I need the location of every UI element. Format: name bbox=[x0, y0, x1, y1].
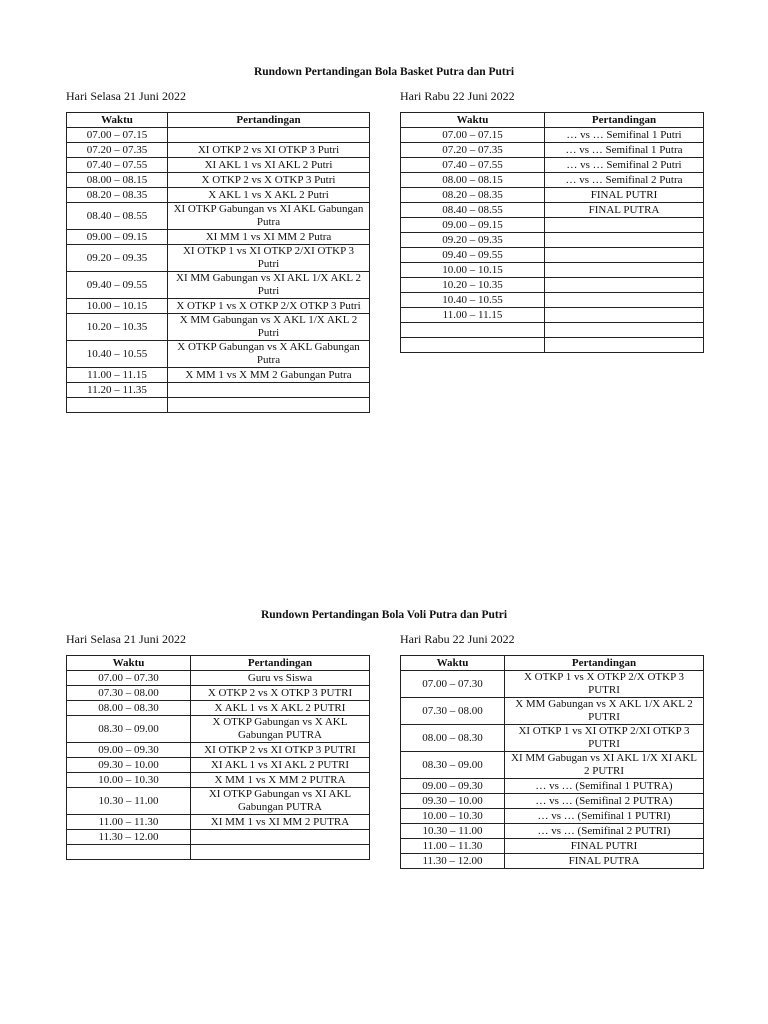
time-cell: 10.00 – 10.30 bbox=[67, 773, 191, 788]
match-cell: X OTKP 1 vs X OTKP 2/X OTKP 3 PUTRI bbox=[505, 671, 704, 698]
table-row bbox=[401, 779, 704, 794]
table-row bbox=[401, 308, 704, 323]
time-cell: 11.30 – 12.00 bbox=[401, 854, 505, 869]
table-row bbox=[67, 671, 370, 686]
time-cell: 11.20 – 11.35 bbox=[67, 383, 168, 398]
header-waktu: Waktu bbox=[401, 656, 505, 671]
table-row bbox=[401, 263, 704, 278]
match-cell: XI MM 1 vs XI MM 2 Putra bbox=[168, 230, 370, 245]
match-cell: FINAL PUTRI bbox=[545, 188, 704, 203]
time-cell: 09.20 – 09.35 bbox=[401, 233, 545, 248]
time-cell: 07.00 – 07.30 bbox=[67, 671, 191, 686]
match-cell bbox=[545, 323, 704, 338]
header-pertandingan: Pertandingan bbox=[168, 113, 370, 128]
time-cell: 08.00 – 08.30 bbox=[67, 701, 191, 716]
match-cell: XI MM Gabungan vs XI AKL 1/X AKL 2 Putri bbox=[168, 272, 370, 299]
match-cell: X MM 1 vs X MM 2 PUTRA bbox=[191, 773, 370, 788]
time-cell: 09.00 – 09.30 bbox=[401, 779, 505, 794]
table-row bbox=[401, 698, 704, 725]
match-cell bbox=[545, 338, 704, 353]
table-row bbox=[401, 293, 704, 308]
time-cell: 07.00 – 07.15 bbox=[401, 128, 545, 143]
match-cell bbox=[191, 845, 370, 860]
match-cell: XI OTKP Gabungan vs XI AKL Gabungan Putra bbox=[168, 203, 370, 230]
time-cell: 09.30 – 10.00 bbox=[67, 758, 191, 773]
time-cell: 08.20 – 08.35 bbox=[67, 188, 168, 203]
time-cell: 10.20 – 10.35 bbox=[401, 278, 545, 293]
time-cell bbox=[401, 338, 545, 353]
table-row bbox=[401, 725, 704, 752]
match-cell: … vs … (Semifinal 1 PUTRI) bbox=[505, 809, 704, 824]
basket-schedule-table-rabu bbox=[400, 112, 704, 353]
time-cell: 09.00 – 09.15 bbox=[401, 218, 545, 233]
match-cell bbox=[545, 218, 704, 233]
header-pertandingan: Pertandingan bbox=[191, 656, 370, 671]
match-cell: X AKL 1 vs X AKL 2 Putri bbox=[168, 188, 370, 203]
time-cell: 09.00 – 09.30 bbox=[67, 743, 191, 758]
table-row bbox=[401, 752, 704, 779]
match-cell bbox=[545, 263, 704, 278]
header-waktu: Waktu bbox=[67, 656, 191, 671]
match-cell bbox=[545, 308, 704, 323]
time-cell: 08.00 – 08.30 bbox=[401, 725, 505, 752]
table-row bbox=[401, 323, 704, 338]
time-cell: 10.00 – 10.30 bbox=[401, 809, 505, 824]
table-row bbox=[401, 203, 704, 218]
match-cell bbox=[545, 278, 704, 293]
table-row bbox=[401, 338, 704, 353]
table-row bbox=[401, 128, 704, 143]
match-cell bbox=[545, 293, 704, 308]
time-cell: 10.00 – 10.15 bbox=[67, 299, 168, 314]
time-cell: 07.40 – 07.55 bbox=[67, 158, 168, 173]
match-cell: XI OTKP 2 vs XI OTKP 3 Putri bbox=[168, 143, 370, 158]
table-row bbox=[67, 788, 370, 815]
table-row bbox=[67, 143, 370, 158]
match-cell: X MM 1 vs X MM 2 Gabungan Putra bbox=[168, 368, 370, 383]
match-cell: … vs … Semifinal 1 Putra bbox=[545, 143, 704, 158]
table-row bbox=[401, 794, 704, 809]
table-row bbox=[67, 743, 370, 758]
time-cell: 10.00 – 10.15 bbox=[401, 263, 545, 278]
time-cell: 11.00 – 11.30 bbox=[401, 839, 505, 854]
table-row bbox=[67, 158, 370, 173]
header-waktu: Waktu bbox=[67, 113, 168, 128]
match-cell: … vs … Semifinal 2 Putri bbox=[545, 158, 704, 173]
match-cell bbox=[168, 128, 370, 143]
table-row bbox=[401, 278, 704, 293]
match-cell: X OTKP 2 vs X OTKP 3 PUTRI bbox=[191, 686, 370, 701]
match-cell bbox=[168, 398, 370, 413]
match-cell: … vs … Semifinal 1 Putri bbox=[545, 128, 704, 143]
time-cell: 08.20 – 08.35 bbox=[401, 188, 545, 203]
match-cell: X OTKP Gabungan vs X AKL Gabungan Putra bbox=[168, 341, 370, 368]
match-cell: … vs … (Semifinal 1 PUTRA) bbox=[505, 779, 704, 794]
time-cell: 08.30 – 09.00 bbox=[67, 716, 191, 743]
time-cell: 09.40 – 09.55 bbox=[67, 272, 168, 299]
time-cell: 07.30 – 08.00 bbox=[401, 698, 505, 725]
table-row bbox=[67, 383, 370, 398]
time-cell: 10.30 – 11.00 bbox=[401, 824, 505, 839]
table-row bbox=[67, 245, 370, 272]
table-row bbox=[401, 854, 704, 869]
voli-schedule-table-selasa bbox=[66, 655, 370, 860]
match-cell: X MM Gabungan vs X AKL 1/X AKL 2 Putri bbox=[168, 314, 370, 341]
table-row bbox=[67, 188, 370, 203]
time-cell: 07.00 – 07.30 bbox=[401, 671, 505, 698]
match-cell: … vs … (Semifinal 2 PUTRI) bbox=[505, 824, 704, 839]
match-cell bbox=[545, 248, 704, 263]
table-row bbox=[67, 173, 370, 188]
table-row bbox=[67, 815, 370, 830]
table-row bbox=[67, 368, 370, 383]
table-row bbox=[401, 233, 704, 248]
table-row bbox=[401, 248, 704, 263]
match-cell: XI AKL 1 vs XI AKL 2 Putri bbox=[168, 158, 370, 173]
table-row bbox=[67, 830, 370, 845]
header-waktu: Waktu bbox=[401, 113, 545, 128]
basket-title: Rundown Pertandingan Bola Basket Putra dan Putri bbox=[253, 66, 515, 78]
match-cell: XI MM 1 vs XI MM 2 PUTRA bbox=[191, 815, 370, 830]
time-cell: 10.20 – 10.35 bbox=[67, 314, 168, 341]
table-row bbox=[67, 773, 370, 788]
match-cell: X AKL 1 vs X AKL 2 PUTRI bbox=[191, 701, 370, 716]
match-cell: XI OTKP 1 vs XI OTKP 2/XI OTKP 3 PUTRI bbox=[505, 725, 704, 752]
match-cell: X MM Gabungan vs X AKL 1/X AKL 2 PUTRI bbox=[505, 698, 704, 725]
table-row bbox=[67, 701, 370, 716]
time-cell: 08.40 – 08.55 bbox=[67, 203, 168, 230]
table-row bbox=[401, 143, 704, 158]
voli-day-right: Hari Rabu 22 Juni 2022 bbox=[400, 632, 515, 646]
match-cell: XI OTKP Gabungan vs XI AKL Gabungan PUTRA bbox=[191, 788, 370, 815]
table-row bbox=[67, 758, 370, 773]
time-cell: 09.40 – 09.55 bbox=[401, 248, 545, 263]
table-row bbox=[67, 686, 370, 701]
table-row bbox=[401, 188, 704, 203]
time-cell: 07.20 – 07.35 bbox=[401, 143, 545, 158]
match-cell: X OTKP Gabungan vs X AKL Gabungan PUTRA bbox=[191, 716, 370, 743]
time-cell: 10.30 – 11.00 bbox=[67, 788, 191, 815]
table-row bbox=[67, 314, 370, 341]
time-cell: 07.00 – 07.15 bbox=[67, 128, 168, 143]
match-cell: FINAL PUTRA bbox=[505, 854, 704, 869]
time-cell: 10.40 – 10.55 bbox=[67, 341, 168, 368]
table-row bbox=[67, 341, 370, 368]
match-cell: XI OTKP 2 vs XI OTKP 3 PUTRI bbox=[191, 743, 370, 758]
basket-day-left: Hari Selasa 21 Juni 2022 bbox=[66, 89, 186, 103]
table-row bbox=[401, 809, 704, 824]
table-row bbox=[401, 824, 704, 839]
table-row bbox=[67, 128, 370, 143]
time-cell bbox=[401, 323, 545, 338]
time-cell: 09.20 – 09.35 bbox=[67, 245, 168, 272]
table-row bbox=[401, 218, 704, 233]
time-cell: 07.20 – 07.35 bbox=[67, 143, 168, 158]
table-row bbox=[67, 716, 370, 743]
time-cell: 09.00 – 09.15 bbox=[67, 230, 168, 245]
match-cell: X OTKP 2 vs X OTKP 3 Putri bbox=[168, 173, 370, 188]
match-cell bbox=[168, 383, 370, 398]
table-row bbox=[67, 230, 370, 245]
time-cell: 08.40 – 08.55 bbox=[401, 203, 545, 218]
match-cell: … vs … (Semifinal 2 PUTRA) bbox=[505, 794, 704, 809]
time-cell: 08.30 – 09.00 bbox=[401, 752, 505, 779]
table-row bbox=[67, 272, 370, 299]
match-cell: XI AKL 1 vs XI AKL 2 PUTRI bbox=[191, 758, 370, 773]
time-cell: 11.00 – 11.30 bbox=[67, 815, 191, 830]
time-cell bbox=[67, 845, 191, 860]
table-row bbox=[401, 173, 704, 188]
match-cell: FINAL PUTRA bbox=[545, 203, 704, 218]
header-pertandingan: Pertandingan bbox=[545, 113, 704, 128]
table-row bbox=[67, 203, 370, 230]
match-cell: XI OTKP 1 vs XI OTKP 2/XI OTKP 3 Putri bbox=[168, 245, 370, 272]
table-row bbox=[67, 845, 370, 860]
basket-schedule-table-selasa bbox=[66, 112, 370, 413]
time-cell: 08.00 – 08.15 bbox=[401, 173, 545, 188]
basket-day-right: Hari Rabu 22 Juni 2022 bbox=[400, 89, 515, 103]
time-cell: 11.00 – 11.15 bbox=[67, 368, 168, 383]
time-cell: 07.40 – 07.55 bbox=[401, 158, 545, 173]
time-cell: 07.30 – 08.00 bbox=[67, 686, 191, 701]
time-cell: 11.30 – 12.00 bbox=[67, 830, 191, 845]
voli-title: Rundown Pertandingan Bola Voli Putra dan Putri bbox=[260, 609, 508, 621]
time-cell bbox=[67, 398, 168, 413]
table-row bbox=[401, 839, 704, 854]
match-cell bbox=[191, 830, 370, 845]
header-pertandingan: Pertandingan bbox=[505, 656, 704, 671]
voli-day-left: Hari Selasa 21 Juni 2022 bbox=[66, 632, 186, 646]
time-cell: 11.00 – 11.15 bbox=[401, 308, 545, 323]
table-row bbox=[67, 299, 370, 314]
table-row bbox=[401, 671, 704, 698]
match-cell: FINAL PUTRI bbox=[505, 839, 704, 854]
match-cell: X OTKP 1 vs X OTKP 2/X OTKP 3 Putri bbox=[168, 299, 370, 314]
time-cell: 09.30 – 10.00 bbox=[401, 794, 505, 809]
match-cell: XI MM Gabugan vs XI AKL 1/X XI AKL 2 PUTRI bbox=[505, 752, 704, 779]
table-row bbox=[67, 398, 370, 413]
table-row bbox=[401, 158, 704, 173]
match-cell bbox=[545, 233, 704, 248]
voli-schedule-table-rabu bbox=[400, 655, 704, 869]
match-cell: Guru vs Siswa bbox=[191, 671, 370, 686]
match-cell: … vs … Semifinal 2 Putra bbox=[545, 173, 704, 188]
time-cell: 10.40 – 10.55 bbox=[401, 293, 545, 308]
time-cell: 08.00 – 08.15 bbox=[67, 173, 168, 188]
